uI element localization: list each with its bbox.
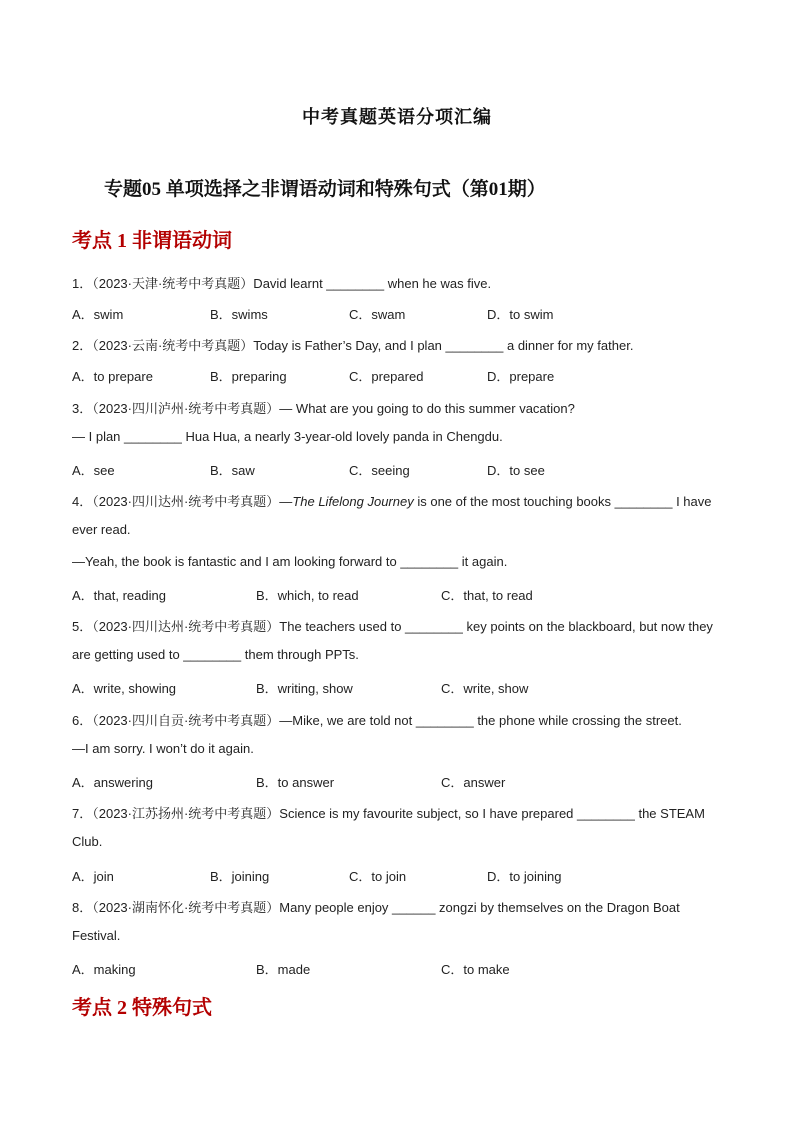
option: C．prepared xyxy=(349,369,424,384)
option: C．write, show xyxy=(441,681,529,696)
option: A．to prepare xyxy=(72,369,153,384)
question-8-line: Festival. xyxy=(72,928,121,943)
question-4-line: —Yeah, the book is fantastic and I am looking forward to ________ it again. xyxy=(72,554,508,569)
option: A．swim xyxy=(72,307,124,322)
option: C．that, to read xyxy=(441,588,533,603)
option: B．swims xyxy=(210,307,268,322)
question-2-line: 2．（2023·云南·统考中考真题）Today is Father’s Day, and I plan ________ a dinner for my father. xyxy=(72,338,634,353)
question-7-line: Club. xyxy=(72,834,103,849)
topic-title: 专题05 单项选择之非谓语动词和特殊句式（第01期） xyxy=(104,179,546,200)
option: C．to make xyxy=(441,962,510,977)
option: A．answering xyxy=(72,775,153,790)
option: B．writing, show xyxy=(256,681,353,696)
question-4-prefix: 4．（2023·四川达州·统考中考真题）— xyxy=(72,494,293,509)
section-heading-2: 考点 2 特殊句式 xyxy=(72,997,212,1019)
question-4-line: ever read. xyxy=(72,522,131,537)
question-5-line: are getting used to ________ them through PPTs. xyxy=(72,647,359,662)
question-4-line xyxy=(72,491,712,510)
question-3-line: 3．（2023·四川泸州·统考中考真题）— What are you going to do this summer vacation? xyxy=(72,401,575,416)
option: A．write, showing xyxy=(72,681,177,696)
option: D．to joining xyxy=(487,869,562,884)
header-title: 中考真题英语分项汇编 xyxy=(302,107,492,127)
option: B．joining xyxy=(210,869,270,884)
option: C．answer xyxy=(441,775,506,790)
option: D．to see xyxy=(487,463,545,478)
book-title: The Lifelong Journey xyxy=(292,494,414,509)
question-3-line: — I plan ________ Hua Hua, a nearly 3-year-old lovely panda in Chengdu. xyxy=(72,429,503,444)
question-4-suffix: is one of the most touching books ________ I have xyxy=(413,494,712,509)
question-8-line: 8．（2023·湖南怀化·统考中考真题）Many people enjoy ______ zongzi by themselves on the Dragon Boat xyxy=(72,900,680,915)
option: C．to join xyxy=(349,869,407,884)
option: B．preparing xyxy=(210,369,287,384)
option: A．that, reading xyxy=(72,588,166,603)
option: B．saw xyxy=(210,463,255,478)
option: D．prepare xyxy=(487,369,555,384)
option: B．which, to read xyxy=(256,588,359,603)
question-5-line: 5．（2023·四川达州·统考中考真题）The teachers used to ________ key points on the blackboard, but now they xyxy=(72,619,713,634)
option: C．seeing xyxy=(349,463,410,478)
question-7-line: 7．（2023·江苏扬州·统考中考真题）Science is my favourite subject, so I have prepared ________ the STEAM xyxy=(72,806,705,821)
option: A．see xyxy=(72,463,115,478)
option: A．making xyxy=(72,962,136,977)
option: B．made xyxy=(256,962,311,977)
option: D．to swim xyxy=(487,307,554,322)
question-1-line: 1．（2023·天津·统考中考真题）David learnt ________ when he was five. xyxy=(72,276,492,291)
question-6-line: —I am sorry. I won’t do it again. xyxy=(72,741,254,756)
section-heading-1: 考点 1 非谓语动词 xyxy=(72,230,232,252)
option: A．join xyxy=(72,869,114,884)
question-6-line: 6．（2023·四川自贡·统考中考真题）—Mike, we are told not ________ the phone while crossing the street. xyxy=(72,713,682,728)
option: B．to answer xyxy=(256,775,335,790)
option: C．swam xyxy=(349,307,406,322)
